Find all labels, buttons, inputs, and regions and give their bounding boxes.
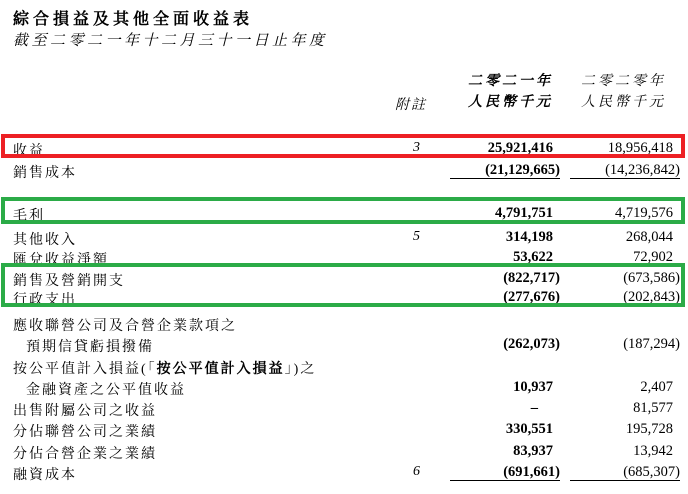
value-2021: 53,622 xyxy=(513,249,553,265)
note-reference: 5 xyxy=(413,229,420,244)
table-row xyxy=(0,443,688,461)
table-row xyxy=(0,229,688,247)
table-row xyxy=(0,205,688,223)
row-label: 其他收入 xyxy=(13,233,77,248)
note-reference: 3 xyxy=(413,140,420,155)
value-2021: (262,073) xyxy=(503,336,560,352)
table-row xyxy=(0,358,688,376)
value-2020: (685,307) xyxy=(570,464,680,481)
column-header-2020-year: 二零二零年 xyxy=(581,74,666,89)
value-2020: 81,577 xyxy=(633,400,673,416)
row-label: 收益 xyxy=(13,144,45,159)
value-2020: 18,956,418 xyxy=(607,140,673,156)
row-label: 出售附屬公司之收益 xyxy=(13,404,157,419)
table-row xyxy=(0,400,688,418)
value-2021: (21,129,665) xyxy=(450,162,560,179)
value-2021: 330,551 xyxy=(505,421,553,437)
row-label: 分佔合營企業之業績 xyxy=(13,447,157,462)
value-2021: 25,921,416 xyxy=(487,140,553,156)
page-subtitle: 截至二零二一年十二月三十一日止年度 xyxy=(13,33,328,49)
row-label-part: 」)之 xyxy=(284,362,317,377)
value-2020: (673,586) xyxy=(623,270,680,286)
value-2020: 268,044 xyxy=(625,229,673,245)
row-label: 行政支出 xyxy=(13,293,77,308)
value-2021: 83,937 xyxy=(513,443,553,459)
row-label: 金融資產之公平值收益 xyxy=(26,383,186,398)
table-row xyxy=(0,140,688,158)
row-label: 分佔聯營公司之業績 xyxy=(13,425,157,440)
row-label: 銷售成本 xyxy=(13,166,77,181)
value-2020: 72,902 xyxy=(633,249,673,265)
value-2020: 13,942 xyxy=(633,443,673,459)
row-label: 應收聯營公司及合營企業款項之 xyxy=(13,319,237,334)
row-label: 毛利 xyxy=(13,209,45,224)
value-2021: 10,937 xyxy=(513,379,553,395)
table-row xyxy=(0,249,688,267)
table-row xyxy=(0,270,688,288)
value-2021: – xyxy=(530,400,538,416)
value-2021: 4,791,751 xyxy=(495,205,553,221)
note-reference: 6 xyxy=(413,464,420,479)
column-header-2021-year: 二零二一年 xyxy=(468,74,553,89)
table-row xyxy=(0,379,688,397)
row-label-part-bold: 按公平值計入損益 xyxy=(156,362,285,377)
column-header-2020-unit: 人民幣千元 xyxy=(581,95,666,110)
column-header-2020 xyxy=(560,71,666,113)
value-2020: (14,236,842) xyxy=(570,162,680,179)
table-row xyxy=(0,421,688,439)
table-row xyxy=(0,289,688,307)
column-header-note: 附註 xyxy=(395,98,427,113)
table-row xyxy=(0,315,688,333)
value-2021: (691,661) xyxy=(450,464,560,481)
value-2021: (277,676) xyxy=(503,289,560,305)
table-row xyxy=(0,464,688,482)
value-2020: 2,407 xyxy=(640,379,673,395)
value-2021: 314,198 xyxy=(505,229,553,245)
table-row xyxy=(0,162,688,180)
row-label-part: 按公平值計入損益(「 xyxy=(13,362,157,377)
column-header-2021 xyxy=(430,71,553,113)
value-2021: (822,717) xyxy=(503,270,560,286)
row-label: 預期信貸虧損撥備 xyxy=(26,340,154,355)
row-label: 銷售及營銷開支 xyxy=(13,274,125,289)
row-label: 匯兌收益淨額 xyxy=(13,253,109,268)
value-2020: 195,728 xyxy=(625,421,673,437)
page-title: 綜合損益及其他全面收益表 xyxy=(13,11,254,28)
value-2020: 4,719,576 xyxy=(615,205,673,221)
table-row xyxy=(0,336,688,354)
value-2020: (187,294) xyxy=(623,336,680,352)
row-label xyxy=(13,358,316,378)
row-label: 融資成本 xyxy=(13,468,77,483)
value-2020: (202,843) xyxy=(623,289,680,305)
column-header-2021-unit: 人民幣千元 xyxy=(468,95,553,110)
